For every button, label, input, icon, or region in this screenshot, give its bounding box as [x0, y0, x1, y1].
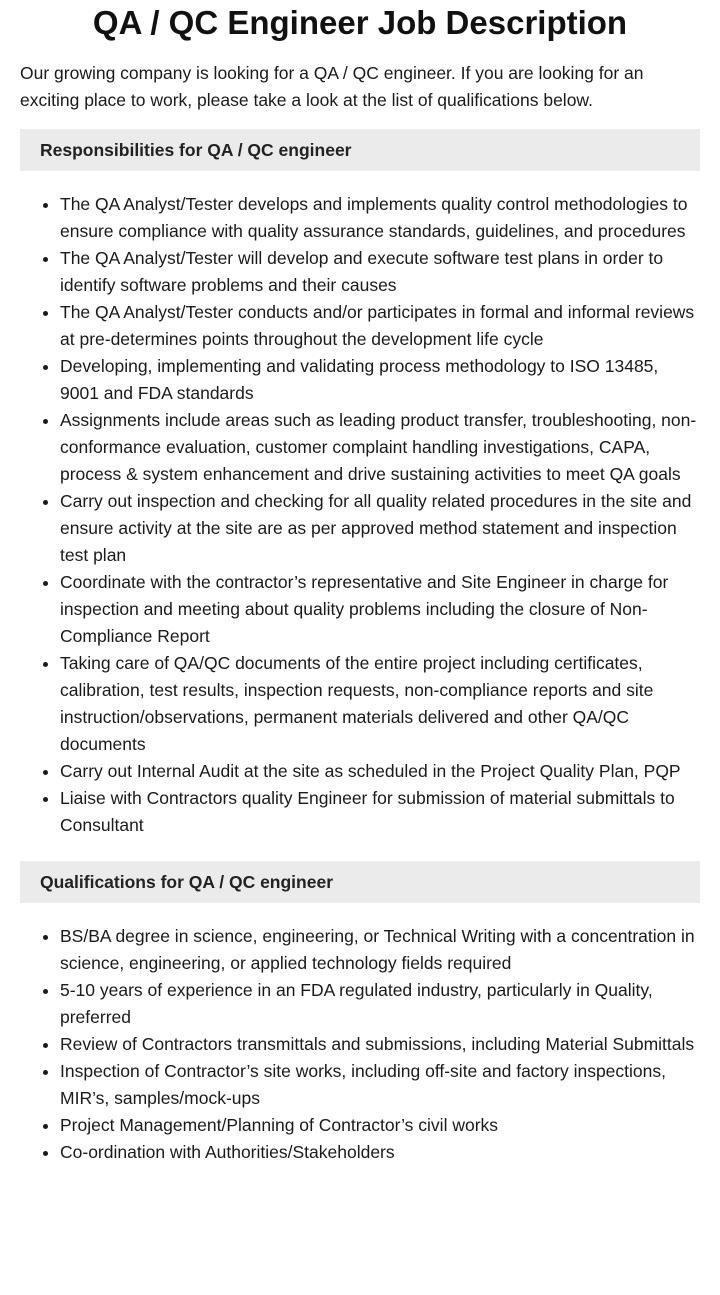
- list-item: • The QA Analyst/Tester develops and implements quality control methodologies to ensure compliance with quality assurance standards, guidelines, and procedures: [60, 191, 700, 245]
- list-item: • 5-10 years of experience in an FDA regulated industry, particularly in Quality, preferred: [60, 977, 700, 1031]
- list-item: • BS/BA degree in science, engineering, or Technical Writing with a concentration in science, engineering, or applied technology fields required: [60, 923, 700, 977]
- list-item: • The QA Analyst/Tester conducts and/or participates in formal and informal reviews at pre-determines points throughout the development life cycle: [60, 299, 700, 353]
- list-item: • Co-ordination with Authorities/Stakeholders: [60, 1139, 700, 1166]
- page-title: QA / QC Engineer Job Description: [92, 4, 628, 41]
- qualifications-list: [20, 923, 700, 1166]
- list-item: • Developing, implementing and validating process methodology to ISO 13485, 9001 and FDA standards: [60, 353, 700, 407]
- qualifications-heading: Qualifications for QA / QC engineer: [20, 861, 700, 903]
- list-item: • Carry out Internal Audit at the site as scheduled in the Project Quality Plan, PQP: [60, 758, 700, 785]
- responsibilities-list: [20, 191, 700, 839]
- list-item: • Taking care of QA/QC documents of the entire project including certificates, calibration, test results, inspection requests, non-compliance reports and site instruction/observations, permanent materials delivered and other QA/QC documents: [60, 650, 700, 758]
- list-item: • Assignments include areas such as leading product transfer, troubleshooting, non-conformance evaluation, customer complaint handling investigations, CAPA, process & system enhancement and drive sustaining activities to meet QA goals: [60, 407, 700, 488]
- list-item: • Project Management/Planning of Contractor’s civil works: [60, 1112, 700, 1139]
- list-item: • Review of Contractors transmittals and submissions, including Material Submittals: [60, 1031, 700, 1058]
- list-item: • Liaise with Contractors quality Engineer for submission of material submittals to Consultant: [60, 785, 700, 839]
- intro-text: Our growing company is looking for a QA / QC engineer. If you are looking for an exciting place to work, please take a look at the list of qualifications below.: [20, 63, 644, 110]
- list-item: • Coordinate with the contractor’s representative and Site Engineer in charge for inspection and meeting about quality problems including the closure of Non-Compliance Report: [60, 569, 700, 650]
- list-item: • The QA Analyst/Tester will develop and execute software test plans in order to identify software problems and their causes: [60, 245, 700, 299]
- responsibilities-section: [20, 129, 700, 839]
- list-item: • Carry out inspection and checking for all quality related procedures in the site and ensure activity at the site are as per approved method statement and inspection test plan: [60, 488, 700, 569]
- responsibilities-heading: Responsibilities for QA / QC engineer: [20, 129, 700, 171]
- qualifications-section: [20, 861, 700, 1166]
- list-item: • Inspection of Contractor’s site works, including off-site and factory inspections, MIR’s, samples/mock-ups: [60, 1058, 700, 1112]
